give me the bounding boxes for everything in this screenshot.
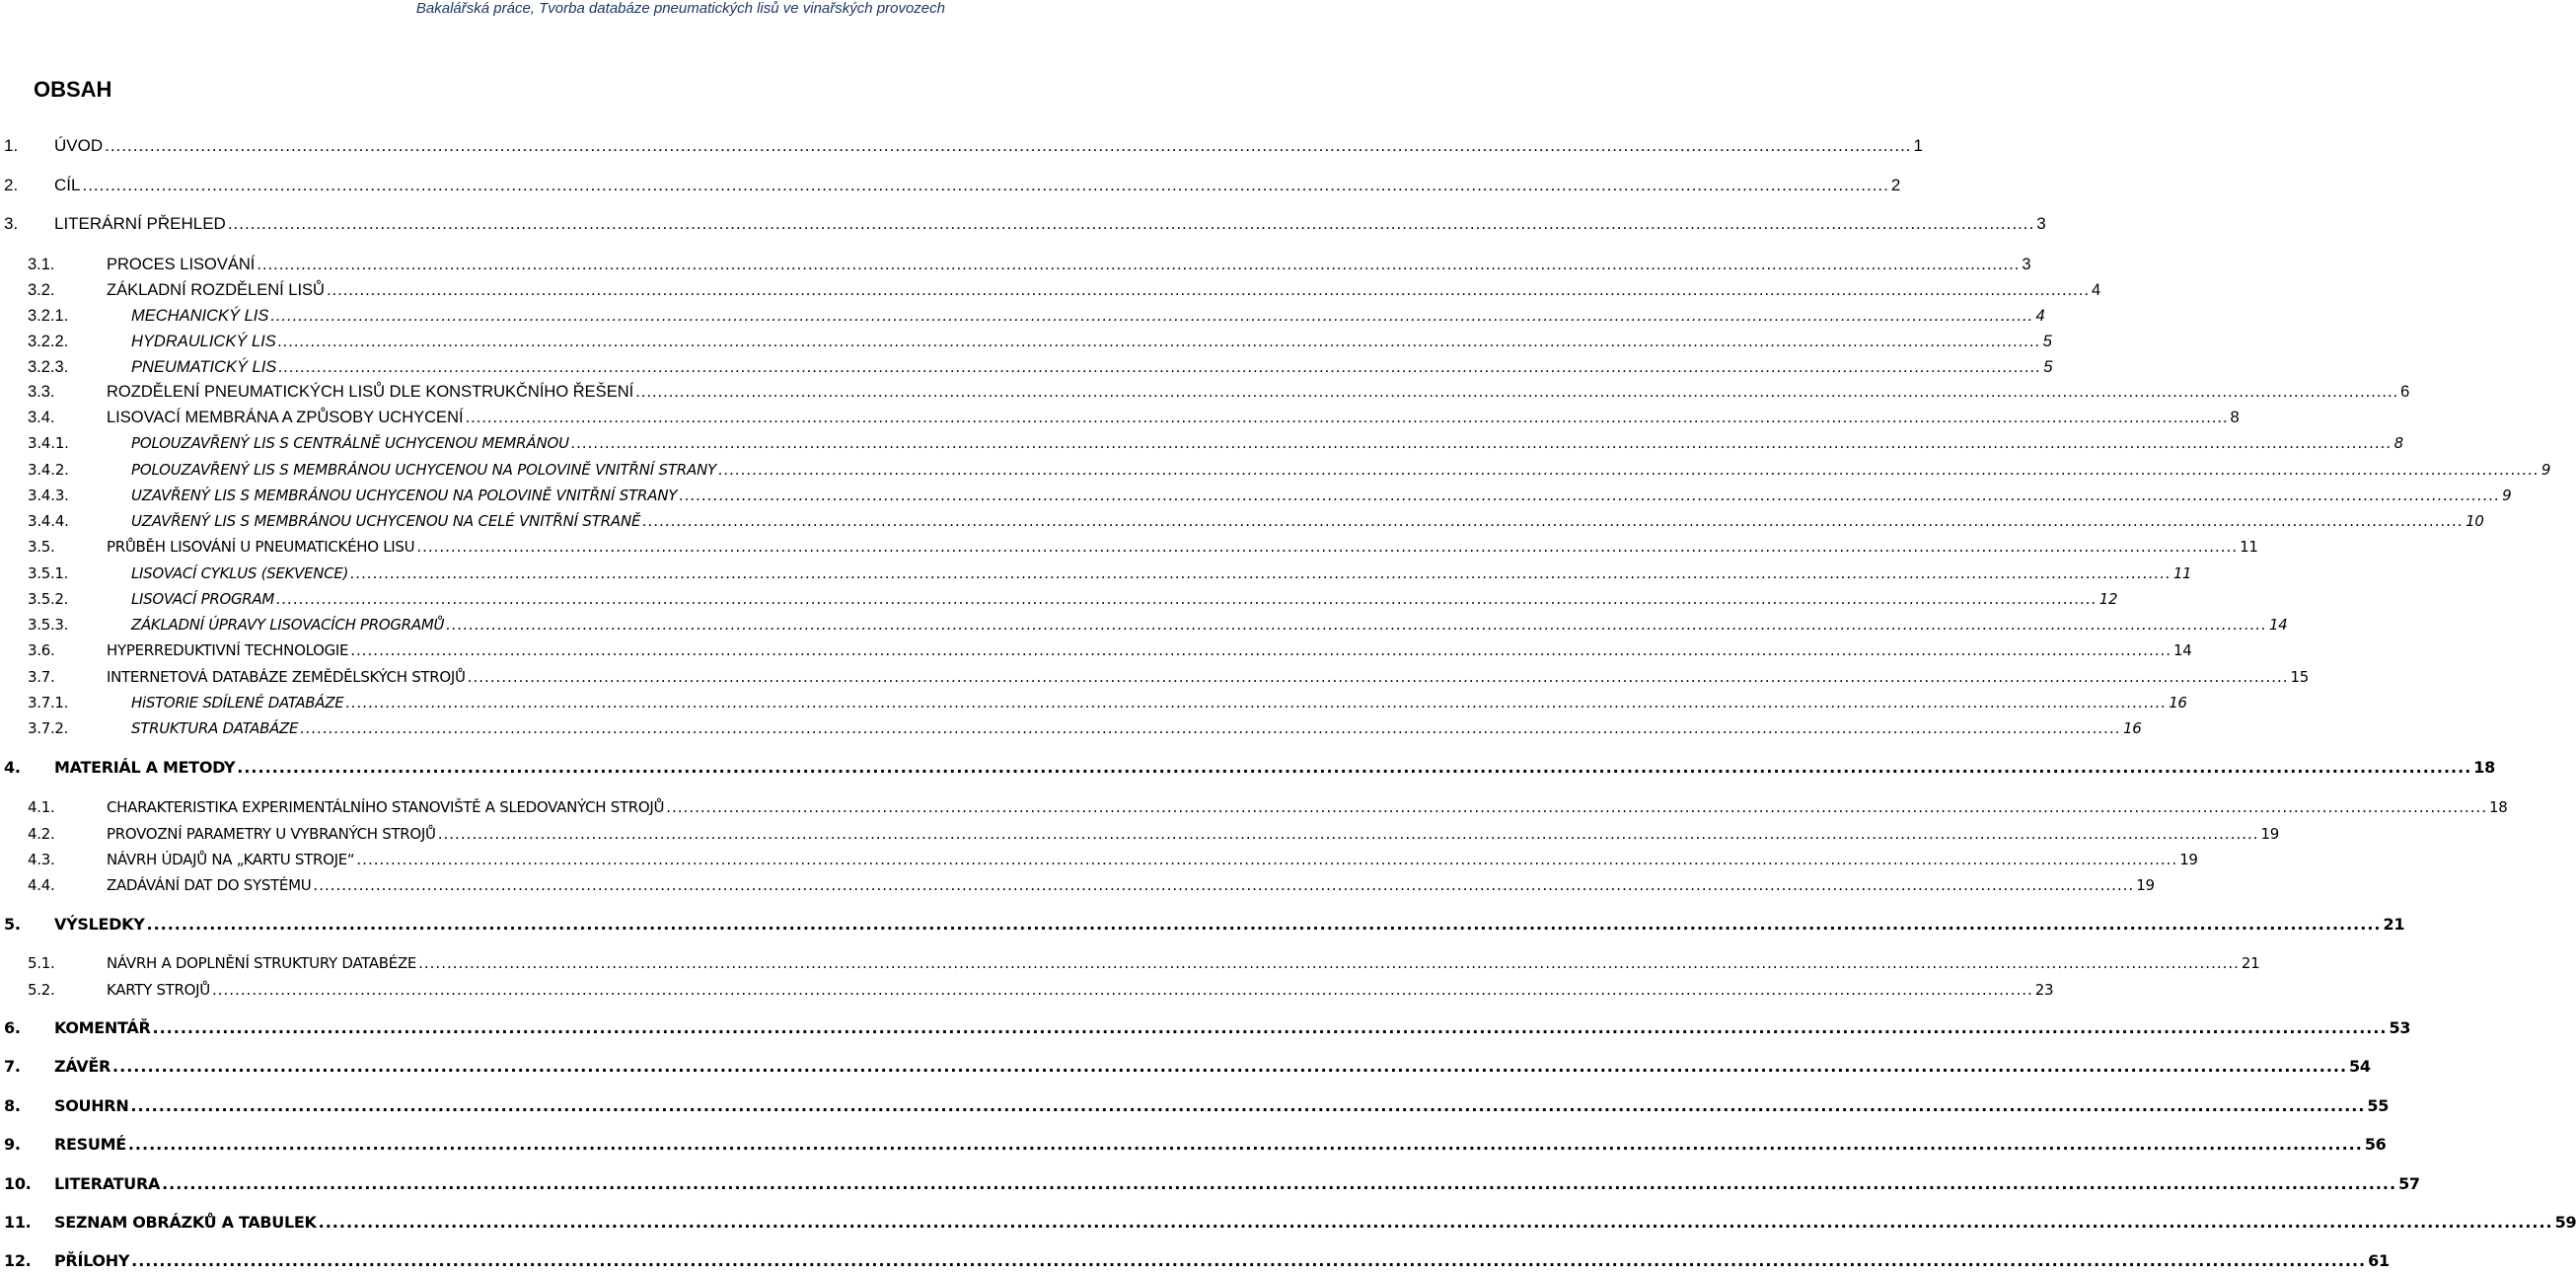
toc-entry[interactable] — [28, 691, 2187, 714]
toc-entry-page: 14 — [2268, 616, 2288, 634]
dot-leader — [327, 278, 2090, 302]
toc-entry-page: 4 — [2035, 307, 2045, 325]
toc-entry-body — [4, 756, 2495, 780]
toc-entry-number: 4. — [4, 758, 21, 777]
dot-leader — [82, 174, 1888, 197]
toc-entry-label: INTERNETOVÁ DATABÁZE ZEMĚDĚLSKÝCH STROJŮ — [107, 668, 466, 686]
toc-entry-body — [28, 716, 2142, 740]
toc-entry-number: 10. — [4, 1174, 32, 1193]
toc-entry[interactable] — [28, 873, 2155, 897]
toc-entry-page: 9 — [2540, 461, 2551, 479]
toc-entry-label: HiSTORIE SDÍLENÉ DATABÁZE — [131, 694, 344, 712]
toc-entry-body — [4, 913, 2405, 937]
toc-entry-label: POLOUZAVŘENÝ LIS S CENTRÁLNĚ UCHYCENOU MEMRÁNOU — [131, 434, 569, 452]
toc-entry[interactable] — [4, 1172, 2420, 1196]
dot-leader — [319, 1211, 2553, 1235]
toc-entry-body — [28, 691, 2187, 714]
toc-entry[interactable] — [28, 304, 2045, 328]
toc-entry[interactable] — [28, 822, 2280, 846]
toc-entry-label: HYPERREDUKTIVNÍ TECHNOLOGIE — [107, 641, 349, 659]
toc-entry-page: 55 — [2367, 1096, 2390, 1115]
toc-entry-page: 11 — [2172, 564, 2192, 582]
toc-entry[interactable] — [28, 665, 2309, 689]
toc-entry-body — [4, 1172, 2420, 1196]
toc-entry-body — [28, 951, 2260, 975]
toc-entry[interactable] — [28, 278, 2101, 302]
toc-entry-page: 21 — [2241, 954, 2260, 972]
toc-entry-label: HYDRAULICKÝ LIS — [131, 333, 276, 350]
toc-entry-number: 4.2. — [28, 825, 55, 843]
dot-leader — [153, 1016, 2388, 1040]
dot-leader — [146, 913, 2381, 937]
dot-leader — [105, 134, 1911, 158]
toc-entry-label: CÍL — [54, 176, 81, 194]
toc-entry-body — [28, 822, 2280, 846]
toc-entry-page: 16 — [2122, 719, 2142, 737]
toc-entry-number: 3.7.1. — [28, 694, 69, 712]
toc-entry-label: CHARAKTERISTIKA EXPERIMENTÁLNÍHO STANOVIŠTĚ A SLEDOVANÝCH STROJŮ — [107, 798, 665, 816]
toc-entry-number: 3.5.1. — [28, 564, 69, 582]
toc-entry-body — [28, 978, 2054, 1002]
toc-entry-label: VÝSLEDKY — [54, 915, 145, 934]
toc-entry-number: 4.3. — [28, 851, 55, 868]
toc-entry-number: 5. — [4, 915, 21, 934]
toc-entry-label: NÁVRH ÚDAJŮ NA „KARTU STROJE“ — [107, 851, 355, 868]
dot-leader — [416, 535, 2238, 559]
toc-entry-number: 3.4.1. — [28, 434, 69, 452]
toc-entry[interactable] — [28, 951, 2260, 975]
toc-entry-page: 57 — [2398, 1174, 2420, 1193]
toc-entry-page: 12 — [2098, 590, 2118, 608]
toc-entry-label: PNEUMATICKÝ LIS — [131, 358, 277, 376]
toc-entry-page: 3 — [2022, 256, 2031, 273]
toc-entry-label: NÁVRH A DOPLNĚNÍ STRUKTURY DATABÉZE — [107, 954, 417, 972]
toc-entry[interactable] — [4, 1249, 2390, 1273]
toc-entry-label: KOMENTÁŘ — [54, 1018, 151, 1037]
toc-entry-label: UZAVŘENÝ LIS S MEMBRÁNOU UCHYCENOU NA CELÉ VNITŘNÍ STRANĚ — [131, 512, 641, 530]
toc-entry-body — [28, 431, 2403, 455]
toc-entry-number: 3.2.3. — [28, 358, 69, 376]
toc-entry-body — [4, 1249, 2390, 1273]
toc-entry-number: 7. — [4, 1057, 21, 1076]
toc-entry-number: 9. — [4, 1135, 21, 1154]
toc-entry-body — [4, 1055, 2371, 1079]
toc-entry-label: ZÁKLADNÍ ÚPRAVY LISOVACÍCH PROGRAMŮ — [131, 616, 445, 634]
toc-entry[interactable] — [28, 330, 2052, 353]
toc-entry-body — [4, 1133, 2387, 1157]
toc-entry-label: ZADÁVÁNÍ DAT DO SYSTÉMU — [107, 876, 312, 894]
toc-entry[interactable] — [28, 613, 2288, 637]
dot-leader — [162, 1172, 2396, 1196]
toc-entry-number: 3.5.2. — [28, 590, 69, 608]
toc-entry-body — [28, 304, 2045, 328]
dot-leader — [228, 212, 2034, 236]
toc-entry-page: 18 — [2489, 798, 2508, 816]
dot-leader — [300, 716, 2121, 740]
toc-entry-label: MATERIÁL A METODY — [54, 758, 236, 777]
toc-entry-body — [28, 380, 2410, 404]
toc-entry[interactable] — [28, 795, 2508, 819]
dot-leader — [350, 638, 2171, 662]
toc-entry-page: 21 — [2383, 915, 2405, 934]
toc-entry-page: 3 — [2036, 214, 2046, 233]
toc-entry-number: 3.7. — [28, 668, 55, 686]
toc-entry-number: 6. — [4, 1018, 21, 1037]
toc-entry-number: 3.5. — [28, 538, 55, 556]
toc-entry-body — [4, 1211, 2576, 1235]
toc-entry-page: 9 — [2502, 487, 2512, 504]
toc-entry-body — [4, 174, 1901, 197]
toc-entry[interactable] — [28, 355, 2053, 379]
toc-entry[interactable] — [4, 1133, 2387, 1157]
dot-leader — [635, 380, 2398, 404]
dot-leader — [356, 848, 2177, 871]
toc-entry-label: PRŮBĚH LISOVÁNÍ U PNEUMATICKÉHO LISU — [107, 538, 415, 556]
toc-entry[interactable] — [28, 484, 2512, 507]
toc-entry-body — [28, 253, 2031, 276]
dot-leader — [468, 665, 2289, 689]
toc-entry[interactable] — [4, 913, 2405, 937]
toc-entry[interactable] — [4, 134, 1923, 158]
toc-entry-body — [28, 355, 2053, 379]
toc-entry-label: SOUHRN — [54, 1096, 129, 1115]
toc-entry-body — [28, 484, 2512, 507]
toc-entry-body — [28, 458, 2551, 482]
toc-entry[interactable] — [4, 212, 2046, 236]
toc-entry-page: 14 — [2173, 641, 2192, 659]
toc-entry-label: STRUKTURA DATABÁZE — [131, 719, 299, 737]
toc-entry[interactable] — [28, 253, 2031, 276]
toc-entry-body — [28, 330, 2052, 353]
toc-entry-page: 54 — [2349, 1057, 2371, 1076]
toc-entry[interactable] — [4, 1055, 2371, 1079]
toc-entry-label: UZAVŘENÝ LIS S MEMBRÁNOU UCHYCENOU NA POLOVINĚ VNITŘNÍ STRANY — [131, 487, 678, 504]
dot-leader — [278, 355, 2041, 379]
toc-entry-body — [28, 278, 2101, 302]
toc-entry[interactable] — [28, 587, 2118, 611]
toc-entry-label: ÚVOD — [54, 136, 104, 155]
toc-entry-page: 5 — [2042, 333, 2052, 350]
toc-entry-page: 15 — [2290, 668, 2309, 686]
dot-leader — [237, 756, 2471, 780]
toc-entry-number: 3.4.4. — [28, 512, 69, 530]
toc-entry-body — [28, 665, 2309, 689]
toc-entry-number: 12. — [4, 1251, 32, 1270]
toc-entry[interactable] — [28, 509, 2484, 533]
toc-entry-label: PROVOZNÍ PARAMETRY U VYBRANÝCH STROJŮ — [107, 825, 436, 843]
toc-entry-body — [28, 795, 2508, 819]
dot-leader — [446, 613, 2267, 637]
toc-entry-page: 59 — [2554, 1213, 2576, 1232]
toc-entry-body — [4, 1094, 2390, 1118]
toc-entry[interactable] — [28, 716, 2142, 740]
toc-entry-body — [28, 587, 2118, 611]
dot-leader — [718, 458, 2539, 482]
toc-entry-label: LITERATURA — [54, 1174, 161, 1193]
toc-entry-body — [4, 212, 2046, 236]
toc-entry-page: 19 — [2136, 876, 2155, 894]
toc-entry-label: SEZNAM OBRÁZKŮ A TABULEK — [54, 1213, 317, 1232]
toc-entry-label: PROCES LISOVÁNÍ — [107, 256, 256, 273]
toc-entry[interactable] — [28, 431, 2403, 455]
toc-entry[interactable] — [28, 535, 2258, 559]
toc-entry-label: MECHANICKÝ LIS — [131, 307, 269, 325]
toc-entry-number: 3.7.2. — [28, 719, 69, 737]
toc-entry-page: 23 — [2034, 981, 2054, 999]
toc-entry[interactable] — [28, 406, 2240, 429]
toc-entry-label: LITERÁRNÍ PŘEHLED — [54, 214, 226, 233]
toc-entry-number: 11. — [4, 1213, 32, 1232]
toc-entry-body — [4, 1016, 2411, 1040]
dot-leader — [418, 951, 2240, 975]
toc-entry-page: 11 — [2240, 538, 2258, 556]
toc-entry-page: 2 — [1890, 176, 1901, 194]
toc-entry-label: LISOVACÍ PROGRAM — [131, 590, 275, 608]
toc-entry-number: 2. — [4, 176, 19, 194]
dot-leader — [345, 691, 2167, 714]
dot-leader — [666, 795, 2487, 819]
toc-title: OBSAH — [34, 77, 112, 102]
toc-entry[interactable] — [4, 174, 1901, 197]
toc-entry-number: 3.2.1. — [28, 307, 69, 325]
toc-entry-page: 53 — [2389, 1018, 2411, 1037]
toc-entry-page: 19 — [2179, 851, 2198, 868]
toc-entry-label: RESUMÉ — [54, 1135, 126, 1154]
toc-entry-label: PŘÍLOHY — [54, 1251, 130, 1270]
toc-entry-number: 3.6. — [28, 641, 55, 659]
dot-leader — [642, 509, 2464, 533]
dot-leader — [571, 431, 2392, 455]
toc-entry-page: 8 — [2393, 434, 2403, 452]
toc-entry-number: 8. — [4, 1096, 21, 1115]
toc-entry[interactable] — [28, 380, 2410, 404]
toc-entry-number: 3.4. — [28, 409, 55, 426]
toc-entry[interactable] — [4, 1094, 2390, 1118]
toc-entry-label: KARTY STROJŮ — [107, 981, 210, 999]
toc-entry[interactable] — [4, 1211, 2576, 1235]
toc-entry[interactable] — [28, 848, 2198, 871]
dot-leader — [350, 562, 2171, 585]
toc-entry[interactable] — [28, 638, 2192, 662]
toc-entry-label: LISOVACÍ MEMBRÁNA A ZPŮSOBY UCHYCENÍ — [107, 409, 464, 426]
toc-entry-body — [4, 134, 1923, 158]
toc-entry-page: 8 — [2230, 409, 2240, 426]
dot-leader — [112, 1055, 2347, 1079]
toc-entry-page: 4 — [2091, 281, 2101, 299]
toc-entry-number: 3.4.2. — [28, 461, 69, 479]
toc-entry-label: ROZDĚLENÍ PNEUMATICKÝCH LISŮ DLE KONSTRUKČNÍHO ŘEŠENÍ — [107, 383, 634, 401]
toc-entry-number: 4.4. — [28, 876, 55, 894]
toc-entry-page: 10 — [2466, 512, 2484, 530]
toc-entry-number: 3.4.3. — [28, 487, 69, 504]
dot-leader — [438, 822, 2259, 846]
toc-entry-label: LISOVACÍ CYKLUS (SEKVENCE) — [131, 564, 349, 582]
toc-entry-body — [28, 535, 2258, 559]
toc-entry-number: 5.1. — [28, 954, 55, 972]
toc-entry-body — [28, 509, 2484, 533]
toc-entry-number: 4.1. — [28, 798, 55, 816]
toc-entry-label: ZÁKLADNÍ ROZDĚLENÍ LISŮ — [107, 281, 325, 299]
toc-entry-page: 5 — [2043, 358, 2053, 376]
dot-leader — [131, 1249, 2366, 1273]
toc-entry-body — [28, 613, 2288, 637]
dot-leader — [257, 253, 2020, 276]
toc-entry-page: 16 — [2169, 694, 2187, 712]
toc-entry-number: 3. — [4, 214, 19, 233]
toc-entry-body — [28, 562, 2192, 585]
dot-leader — [130, 1094, 2365, 1118]
toc-entry-body — [28, 406, 2240, 429]
dot-leader — [278, 330, 2041, 353]
dot-leader — [466, 406, 2229, 429]
toc-entry-body — [28, 638, 2192, 662]
toc-entry-number: 3.5.3. — [28, 616, 69, 634]
toc-entry-number: 1. — [4, 136, 19, 155]
toc-entry-number: 3.3. — [28, 383, 55, 401]
toc-entry-label: ZÁVĚR — [54, 1057, 111, 1076]
toc-entry-body — [28, 848, 2198, 871]
toc-entry-page: 56 — [2364, 1135, 2387, 1154]
dot-leader — [313, 873, 2134, 897]
toc-entry[interactable] — [28, 458, 2551, 482]
dot-leader — [212, 978, 2033, 1002]
toc-entry[interactable] — [4, 1016, 2411, 1040]
toc-entry-number: 3.1. — [28, 256, 55, 273]
toc-entry-number: 3.2. — [28, 281, 55, 299]
toc-entry-page: 19 — [2260, 825, 2280, 843]
dot-leader — [270, 304, 2033, 328]
toc-entry-page: 61 — [2368, 1251, 2390, 1270]
dot-leader — [276, 587, 2098, 611]
toc-entry-number: 3.2.2. — [28, 333, 69, 350]
toc-entry[interactable] — [28, 562, 2192, 585]
toc-entry-number: 5.2. — [28, 981, 55, 999]
running-header: Bakalářská práce, Tvorba databáze pneumatických lisů ve vinařských provozech — [415, 0, 945, 17]
toc-entry-body — [28, 873, 2155, 897]
toc-entry-page: 18 — [2473, 758, 2495, 777]
toc-entry-page: 6 — [2400, 383, 2410, 401]
dot-leader — [679, 484, 2500, 507]
toc-entry-page: 1 — [1913, 136, 1923, 155]
toc-entry[interactable] — [4, 756, 2495, 780]
toc-entry-label: POLOUZAVŘENÝ LIS S MEMBRÁNOU UCHYCENOU NA POLOVINĚ VNITŘNÍ STRANY — [131, 461, 717, 479]
dot-leader — [128, 1133, 2363, 1157]
toc-entry[interactable] — [28, 978, 2054, 1002]
